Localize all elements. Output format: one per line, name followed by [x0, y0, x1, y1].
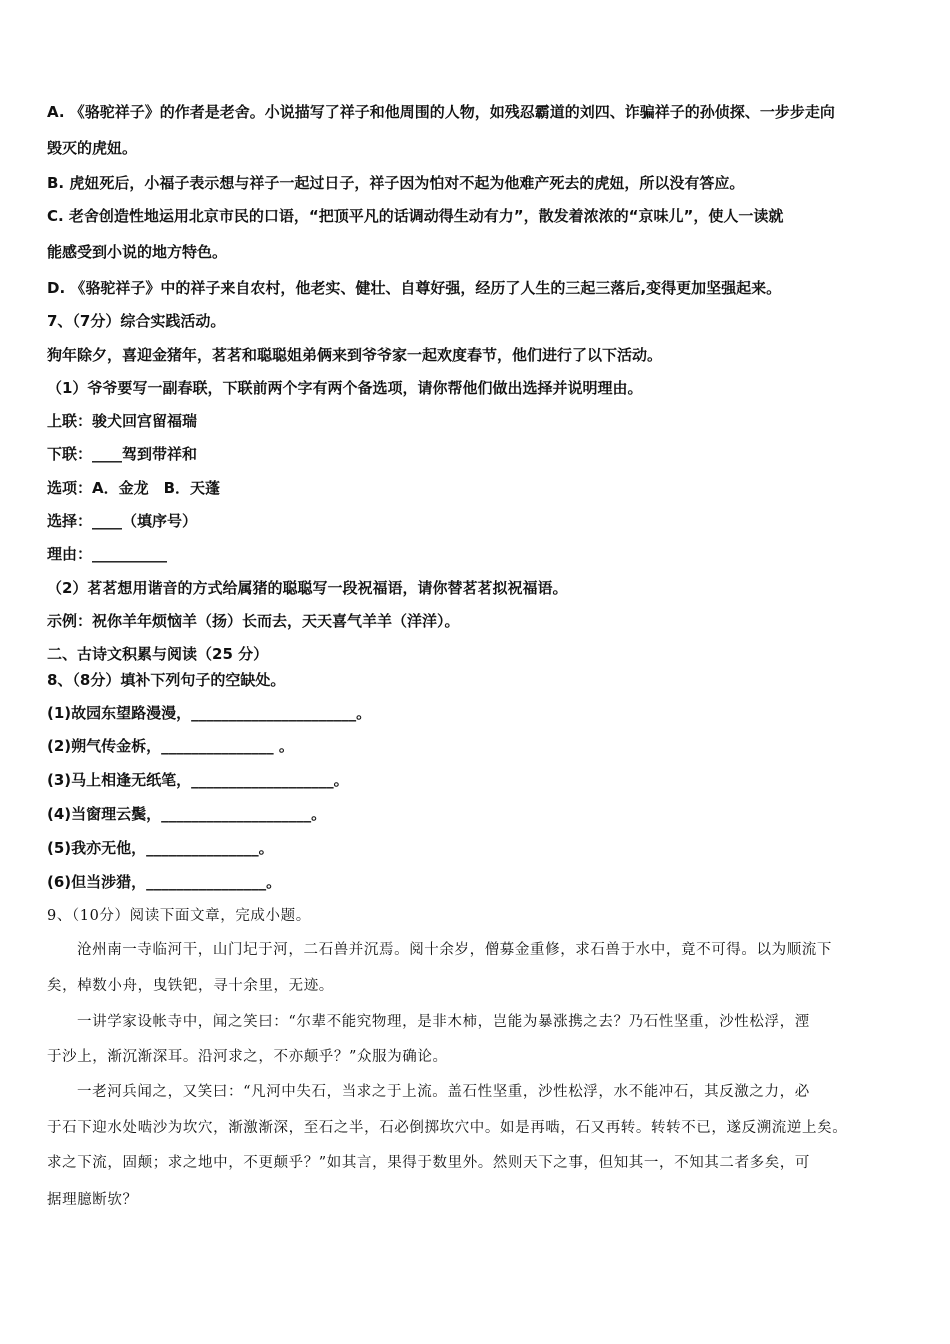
section-2-heading: 二、古诗文积累与阅读（25 分）	[47, 645, 269, 663]
q6-option-c: C. 老舍创造性地运用北京市民的口语，“把顶平凡的话调动得生动有力”，散发着浓浓的“京味儿”，使人一读就	[47, 207, 784, 225]
q8-item: (6)但当涉猎，________________。	[47, 873, 282, 891]
q8-item: (5)我亦无他，_______________。	[47, 839, 274, 857]
q7-part2: （2）茗茗想用谐音的方式给属猪的聪聪写一段祝福语，请你替茗茗拟祝福语。	[47, 579, 568, 597]
passage-line: 一老河兵闻之，又笑曰：“凡河中失石，当求之于上流。盖石性坚重，沙性松浮，水不能冲石，其反激之力，必	[77, 1084, 810, 1100]
q7-options: 选项：A．金龙 B．天蓬	[47, 479, 221, 497]
q7-title: 7、（7分）综合实践活动。	[47, 312, 226, 330]
q6-option-b: B. 虎妞死后，小福子表示想与祥子一起过日子，祥子因为怕对不起为他难产死去的虎妞，所以没有答应。	[47, 174, 745, 192]
passage-line: 矣，棹数小舟，曳铁钯，寻十余里，无迹。	[47, 978, 334, 994]
passage-line: 于沙上，渐沉渐深耳。沿河求之，不亦颠乎？”众服为确论。	[47, 1049, 448, 1065]
q7-intro: 狗年除夕，喜迎金猪年，茗茗和聪聪姐弟俩来到爷爷家一起欢度春节，他们进行了以下活动。	[47, 346, 663, 364]
q6-option-d: D. 《骆驼祥子》中的祥子来自农村，他老实、健壮、自尊好强，经历了人生的三起三落后,变得更加坚强起来。	[47, 279, 782, 297]
q8-title: 8、（8分）填补下列句子的空缺处。	[47, 671, 286, 689]
passage-line: 求之下流，固颠；求之地中，不更颠乎？”如其言，果得于数里外。然则天下之事，但知其一，不知其二者多矣，可	[47, 1155, 811, 1171]
q6-option-a: A. 《骆驼祥子》的作者是老舍。小说描写了祥子和他周围的人物，如残忍霸道的刘四、诈骗祥子的孙侦探、一步步走向	[47, 103, 835, 121]
q9-title: 9、（10分）阅读下面文章，完成小题。	[47, 908, 311, 924]
q7-example: 示例：祝你羊年烦恼羊（扬）长而去，天天喜气羊羊（洋洋）。	[47, 612, 460, 630]
q6-option-c-cont: 能感受到小说的地方特色。	[47, 243, 228, 261]
q8-item: (2)朔气传金柝，_______________ 。	[47, 737, 294, 755]
q7-upper-couplet: 上联：骏犬回宫留福瑞	[47, 412, 198, 430]
passage-line: 于石下迎水处啮沙为坎穴，渐激渐深，至石之半，石必倒掷坎穴中。如是再啮，石又再转。转转不已，遂反溯流逆上矣。	[47, 1120, 848, 1136]
q6-option-a-cont: 毁灭的虎妞。	[47, 139, 138, 157]
passage-line: 一讲学家设帐寺中，闻之笑曰：“尔辈不能究物理，是非木柿，岂能为暴涨携之去？乃石性坚重，沙性松浮，湮	[77, 1014, 810, 1030]
q7-choice: 选择：____（填序号）	[47, 512, 198, 530]
q7-part1: （1）爷爷要写一副春联，下联前两个字有两个备选项，请你帮他们做出选择并说明理由。	[47, 379, 643, 397]
q8-item: (1)故园东望路漫漫，______________________。	[47, 704, 372, 722]
q7-reason: 理由：__________	[47, 545, 168, 563]
q8-item: (3)马上相逢无纸笔，___________________。	[47, 771, 349, 789]
passage-line: 沧州南一寺临河干，山门圮于河，二石兽并沉焉。阅十余岁，僧募金重修，求石兽于水中，竟不可得。以为顺流下	[77, 942, 832, 958]
passage-line: 据理臆断欤？	[47, 1192, 138, 1208]
q8-item: (4)当窗理云鬓，____________________。	[47, 805, 327, 823]
q7-lower-couplet: 下联：____驾到带祥和	[47, 445, 198, 463]
